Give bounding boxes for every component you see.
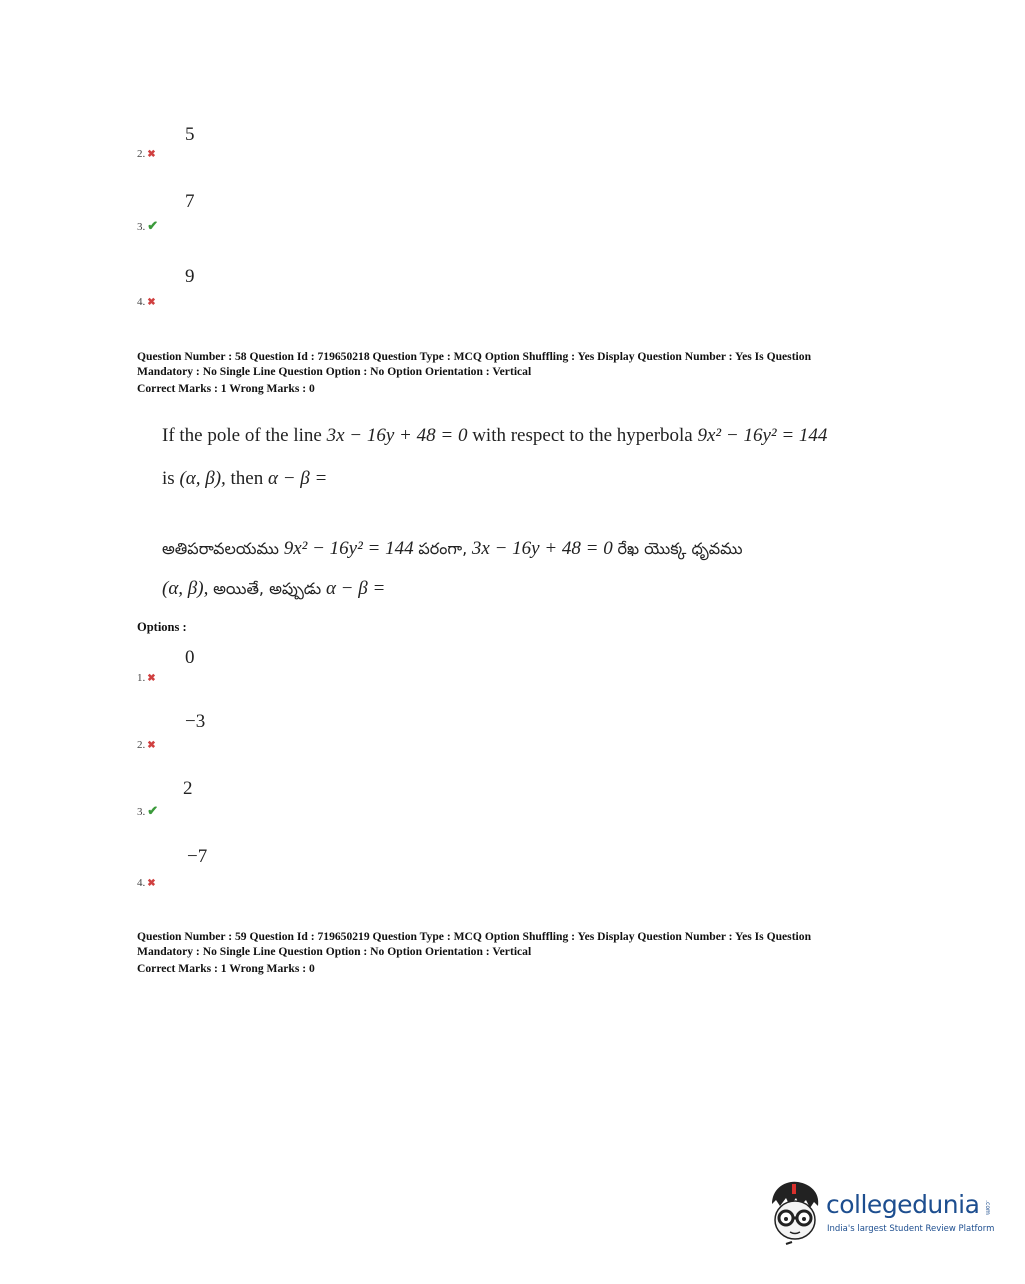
q58-te-part3: రేఖ యొక్క ధృవము (617, 539, 743, 558)
option-number: 4. (137, 877, 146, 889)
option-number: 2. (137, 739, 146, 751)
cross-icon: ✖ (147, 297, 156, 308)
check-icon: ✔ (147, 803, 159, 818)
cross-icon: ✖ (147, 149, 156, 160)
cross-icon: ✖ (147, 740, 156, 751)
q58-telugu-line1 (162, 538, 743, 562)
q58-options-label: Options : (137, 620, 187, 634)
q58-te-part2: పరంగా, (418, 539, 468, 558)
prev-option-4-value: 9 (185, 266, 195, 287)
q58-en-line-equation: 3x − 16y + 48 = 0 (326, 425, 468, 446)
q58-option-3-label (137, 802, 158, 820)
q58-meta-line2: Mandatory : No Single Line Question Option : No Option Orientation : Vertical (137, 365, 532, 378)
mascot-icon (766, 1178, 824, 1248)
q58-en-part1: If the pole of the line (162, 425, 322, 446)
brand-logo (766, 1178, 996, 1250)
q58-option-1-value: 0 (185, 647, 195, 668)
q58-english-line1 (162, 425, 827, 447)
q58-en-part4: then (230, 468, 264, 489)
q58-meta (137, 349, 907, 379)
prev-option-2-value: 5 (185, 124, 195, 145)
q58-option-2-value: −3 (185, 711, 206, 732)
q58-marks: Correct Marks : 1 Wrong Marks : 0 (137, 382, 315, 395)
q59-meta-line1: Question Number : 59 Question Id : 719650219 Question Type : MCQ Option Shuffling : Yes Display Question Number : Yes Is Question (137, 930, 812, 943)
cross-icon: ✖ (147, 673, 156, 684)
option-number: 4. (137, 296, 146, 308)
q58-option-2-label (137, 735, 156, 753)
brand-tagline: India's largest Student Review Platform (827, 1224, 995, 1234)
q58-te-hyperbola-equation: 9x² − 16y² = 144 (283, 538, 414, 559)
brand-suffix: .com (983, 1200, 991, 1215)
q58-en-hyperbola-equation: 9x² − 16y² = 144 (697, 425, 828, 446)
q58-english-line2 (162, 468, 327, 490)
prev-option-2-label (137, 144, 156, 162)
q58-en-part3: is (162, 468, 175, 489)
q58-te-expression: α − β = (325, 578, 386, 599)
q58-te-part4: అయితే, అప్పుడు (213, 579, 322, 598)
q58-te-line-equation: 3x − 16y + 48 = 0 (471, 538, 613, 559)
q59-marks: Correct Marks : 1 Wrong Marks : 0 (137, 962, 315, 975)
prev-option-3-label (137, 217, 158, 235)
option-number: 1. (137, 672, 146, 684)
q58-te-pair: (α, β), (162, 578, 209, 599)
q58-te-part1: అతిపరావలయము (162, 539, 279, 558)
prev-option-3-value: 7 (185, 191, 195, 212)
q58-en-pair: (α, β), (179, 468, 226, 489)
q59-meta (137, 929, 907, 959)
option-number: 2. (137, 148, 146, 160)
q59-meta-line2: Mandatory : No Single Line Question Option : No Option Orientation : Vertical (137, 945, 532, 958)
q58-option-4-value: −7 (187, 846, 208, 867)
q58-option-3-value: 2 (183, 778, 193, 799)
option-number: 3. (137, 806, 146, 818)
q58-option-4-label (137, 873, 156, 891)
check-icon: ✔ (147, 218, 159, 233)
q58-meta-line1: Question Number : 58 Question Id : 719650218 Question Type : MCQ Option Shuffling : Yes Display Question Number : Yes Is Question (137, 350, 812, 363)
option-number: 3. (137, 221, 146, 233)
q58-en-expression: α − β = (268, 468, 328, 489)
q58-en-part2: with respect to the hyperbola (472, 425, 693, 446)
prev-option-4-label (137, 292, 156, 310)
brand-name: collegedunia (826, 1190, 980, 1219)
q58-telugu-line2 (162, 578, 385, 602)
q58-option-1-label (137, 668, 156, 686)
cross-icon: ✖ (147, 878, 156, 889)
